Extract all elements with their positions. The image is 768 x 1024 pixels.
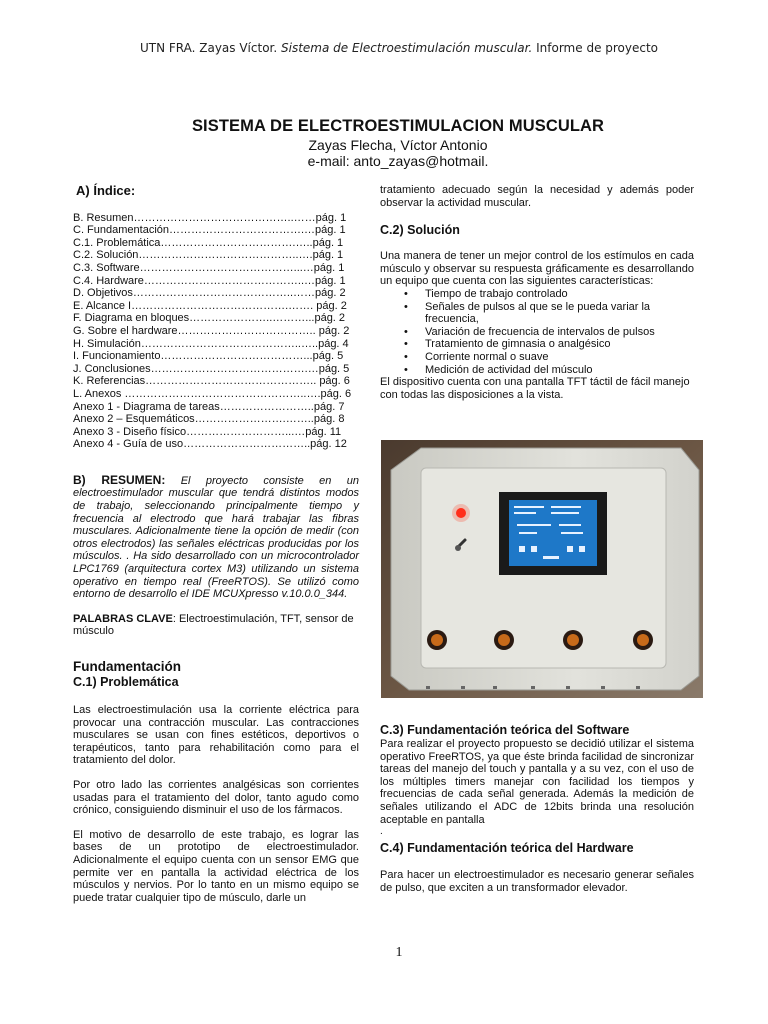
feature-item: • Corriente normal o suave	[425, 351, 694, 364]
title-block	[0, 117, 768, 169]
index-entry: L. Anexos …………………………………………..….pág. 6	[73, 387, 352, 400]
index-entry: C.1. Problemática……………………………….…..pág. 1	[73, 236, 344, 249]
index-entry: Anexo 2 – Esquemáticos…………………….……..pág. 8	[73, 413, 345, 426]
index-entry: I. Funcionamiento…………………………………...pág. 5	[73, 350, 344, 363]
paper-authors: Zayas Flecha, Víctor Antonio	[308, 137, 488, 153]
page-number: 1	[395, 945, 403, 960]
index-entry: Anexo 1 - Diagrama de tareas……………………..pág. 7	[73, 400, 345, 413]
running-header	[0, 41, 768, 55]
index-entry: E. Alcance I…………………………………….……. pág. 2	[73, 299, 347, 312]
index-entry: Anexo 3 - Diseño físico………………………...…pág. 11	[73, 425, 342, 438]
keywords-paragraph	[73, 613, 359, 638]
index-entry: Anexo 4 - Guía de uso……………………………..pág. 12	[73, 438, 347, 451]
problematica-paragraph-1: Las electroestimulación usa la corriente eléctrica para provocar una contracción muscular. Las contracciones musculares se usan con fines estéticos, deportivos o terapéuticos, tanto para rehabilitación como para el tratamiento del dolor.	[73, 704, 359, 767]
problematica-continuation: tratamiento adecuado según la necesidad y además poder observar la actividad muscular.	[380, 184, 694, 209]
feature-item: • Medición de actividad del músculo	[425, 364, 694, 377]
index-entry: B. Resumen……………………………………..……pág. 1	[73, 211, 347, 224]
abstract-paragraph	[73, 474, 359, 601]
index-entry: C. Fundamentación……………………………….…pág. 1	[73, 224, 346, 237]
right-column	[380, 184, 694, 401]
index-heading: A) Índice:	[76, 183, 136, 198]
abstract-label: B) RESUMEN:	[73, 472, 166, 487]
feature-item: • Tiempo de trabajo controlado	[425, 288, 694, 301]
index-entry: F. Diagrama en bloques…………………..………...pág. 2	[73, 312, 346, 325]
header-doc-suffix: Informe de proyecto	[536, 41, 659, 55]
feature-item: • Tratamiento de gimnasia o analgésico	[425, 338, 694, 351]
problematica-paragraph-3: El motivo de desarrollo de este trabajo, es lograr las bases de un prototipo de electroestimulador. Adicionalmente el equipo cuenta con un sensor EMG que permite ver en pantalla la actividad eléctrica de los músculos y nervios. Por lo tanto en un mismo equipo se puede tratar cualquier tipo de músculo, darle un	[73, 828, 359, 904]
index-entry: J. Conclusiones…………………………………….…pág. 5	[73, 362, 350, 375]
device-photo	[381, 440, 703, 698]
feature-item: • Señales de pulsos al que se le pueda variar la frecuencia,	[425, 301, 694, 326]
subsection-heading-solucion: C.2) Solución	[380, 223, 460, 238]
features-list	[380, 288, 694, 376]
index-entry: C.2. Solución……………………………………..….pág. 1	[73, 249, 344, 262]
header-doc-title: Sistema de Electroestimulación muscular.	[281, 41, 533, 55]
left-column	[73, 183, 359, 904]
abstract-text: El proyecto consiste en un electroestimulador muscular que tendrá distintos modos de trabajo, seleccionando principalmente tiempo y frecuencia al electrodo que hará trabajar las fibras musculares. Adicionalmente tiene la opción de medir (con otros electrodos) las señales eléctricas producidas por los músculos. . Ha sido desarrollado con un microcontrolador LPC1769 (arquitectura cortex M3) utilizando un sistema operativo en tiempo real (FreeRTOS). Se utilizó como entorno de desarrollo el IDE MCUXpresso v.10.0.0_344.	[73, 474, 359, 601]
keywords-label: PALABRAS CLAVE	[73, 612, 173, 625]
header-author: UTN FRA. Zayas Víctor.	[139, 41, 278, 55]
solucion-outro: El dispositivo cuenta con una pantalla TFT táctil de fácil manejo con todas las disposiciones a la vista.	[380, 376, 690, 401]
index-entry: K. Referencias……………………………………….. pág. 6	[73, 375, 350, 388]
index-entry: C.3. Software……………………………………...…pág. 1	[73, 261, 345, 274]
paper-email: e-mail: anto_zayas@hotmail.	[307, 153, 489, 169]
paper-title: SISTEMA DE ELECTROESTIMULACION MUSCULAR	[191, 117, 605, 135]
subsection-heading-hardware: C.4) Fundamentación teórica del Hardware	[380, 841, 634, 856]
right-column-lower	[380, 723, 694, 894]
solucion-intro: Una manera de tener un mejor control de los estímulos en cada músculo y observar su respuesta gráficamente es desarrollando un equipo que cuenta con las siguientes características:	[380, 250, 694, 288]
index-list	[73, 212, 359, 451]
problematica-paragraph-2: Por otro lado las corrientes analgésicas son corrientes usadas para el tratamiento del dolor, tanto agudo como crónico, consiguiendo disminuir el uso de los fármacos.	[73, 778, 359, 817]
software-paragraph: Para realizar el proyecto propuesto se decidió utilizar el sistema operativo FreeRTOS, ya que éste brinda facilidad de sincronizar tareas del manejo del touch y pantalla y a su vez, con el uso de los múltiples timers manejar con facilidad los tiempos y frecuencias de cada señal generada. Además la medición de señales utilizando el ADC de 12bits brinda una resolución aceptable en pantalla	[380, 738, 694, 826]
index-entry: G. Sobre el hardware……………………………….. pág. 2	[73, 324, 350, 337]
stray-dot: .	[380, 826, 383, 838]
section-heading-fundamentacion: Fundamentación	[73, 659, 182, 674]
subsection-heading-problematica: C.1) Problemática	[73, 675, 179, 689]
index-entry: D. Objetivos……………………………………..……pág. 2	[73, 287, 346, 300]
index-entry: H. Simulación……………………………………..…..pág. 4	[73, 337, 349, 350]
subsection-heading-software: C.3) Fundamentación teórica del Software	[380, 723, 630, 737]
hardware-paragraph: Para hacer un electroestimulador es necesario generar señales de pulso, que exciten a un transformador elevador.	[380, 869, 694, 894]
feature-item: • Variación de frecuencia de intervalos de pulsos	[425, 326, 694, 339]
index-entry: C.4. Hardware……………………………………..…pág. 1	[73, 274, 346, 287]
keywords-text: : Electroestimulación, TFT, sensor de músculo	[73, 612, 354, 638]
